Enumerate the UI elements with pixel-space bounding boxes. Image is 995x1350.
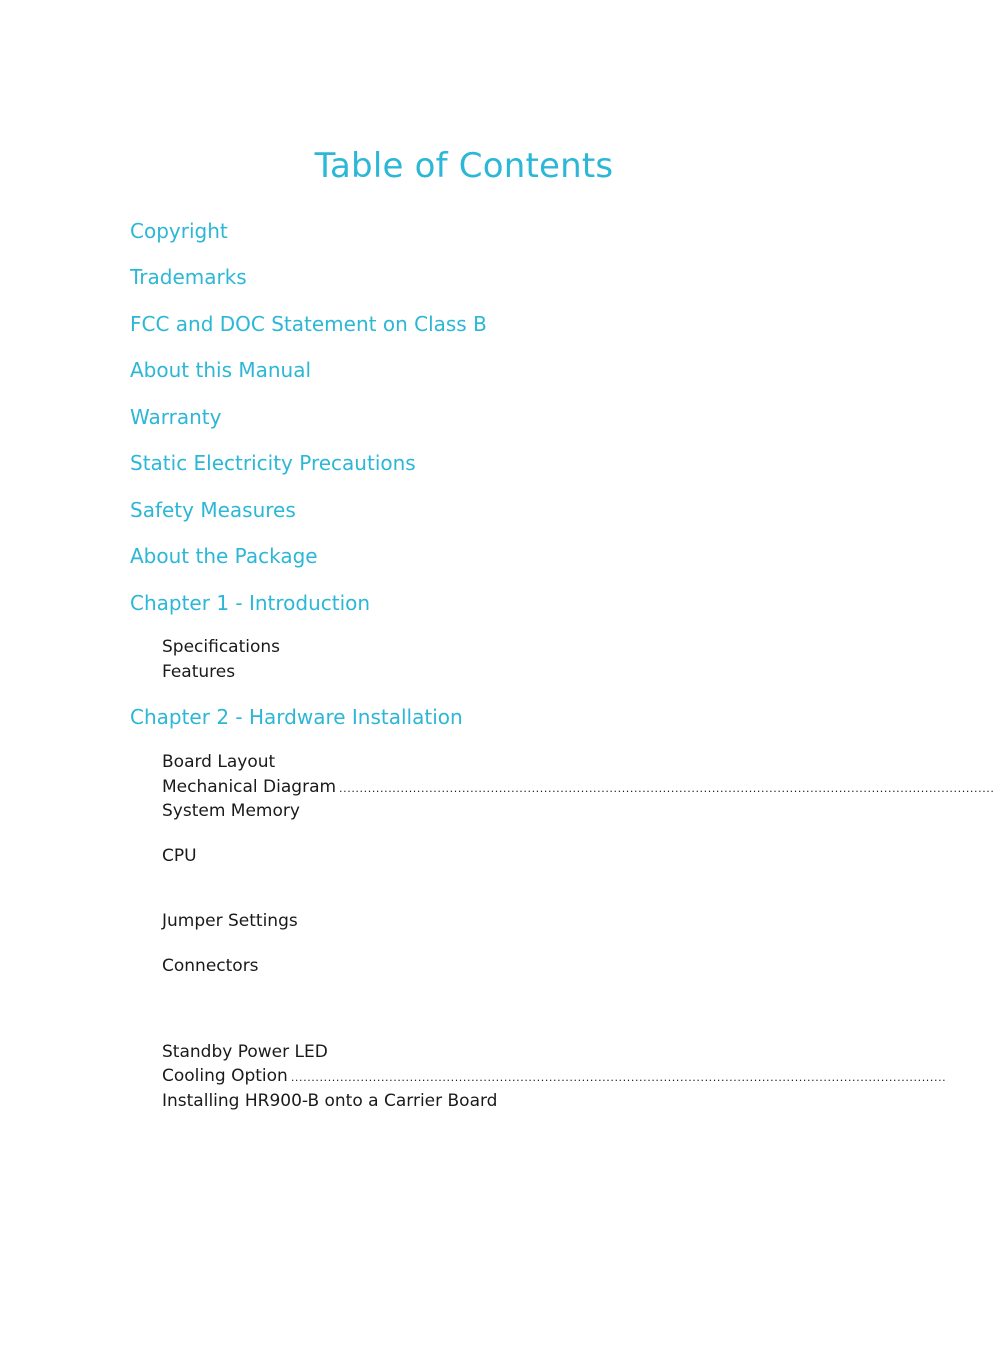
toc-subentry-label: Mechanical Diagram xyxy=(162,777,337,797)
toc-entry-chapter-2[interactable]: Chapter 2 - Hardware Installation xyxy=(130,705,463,729)
toc-subentry-mechanical-diagram[interactable] xyxy=(162,775,995,801)
toc-subentry-cooling-option[interactable] xyxy=(162,1064,947,1090)
toc-entry-static-electricity[interactable]: Static Electricity Precautions xyxy=(130,451,416,475)
toc-subentry-board-layout[interactable]: Board Layout xyxy=(162,752,276,772)
toc-subentry-standby-power-led[interactable]: Standby Power LED xyxy=(162,1042,328,1062)
toc-entry-chapter-1[interactable]: Chapter 1 - Introduction xyxy=(130,591,371,615)
toc-subentry-jumper-settings[interactable]: Jumper Settings xyxy=(162,911,298,931)
toc-subentry-specifications[interactable]: Specifications xyxy=(162,637,281,657)
toc-entry-about-package[interactable]: About the Package xyxy=(130,544,318,568)
toc-subentry-installing-carrier-board[interactable]: Installing HR900-B onto a Carrier Board xyxy=(162,1091,498,1111)
toc-subentry-cpu[interactable]: CPU xyxy=(162,846,197,866)
toc-subentry-label: Cooling Option xyxy=(162,1066,288,1086)
toc-subentry-system-memory[interactable]: System Memory xyxy=(162,801,300,821)
toc-subentry-connectors[interactable]: Connectors xyxy=(162,956,259,976)
dot-leader: ................................................................................................................................................................ xyxy=(290,1071,947,1084)
dot-leader: ................................................................................................................................................................ xyxy=(339,782,995,795)
toc-entry-about-manual[interactable]: About this Manual xyxy=(130,358,312,382)
toc-entry-warranty[interactable]: Warranty xyxy=(130,405,222,429)
toc-entry-safety-measures[interactable]: Safety Measures xyxy=(130,498,296,522)
toc-subentry-features[interactable]: Features xyxy=(162,662,236,682)
toc-entry-fcc-doc-statement[interactable]: FCC and DOC Statement on Class B xyxy=(130,312,487,336)
toc-entry-copyright[interactable]: Copyright xyxy=(130,219,228,243)
page-title: Table of Contents xyxy=(314,146,614,186)
toc-entry-trademarks[interactable]: Trademarks xyxy=(130,265,247,289)
